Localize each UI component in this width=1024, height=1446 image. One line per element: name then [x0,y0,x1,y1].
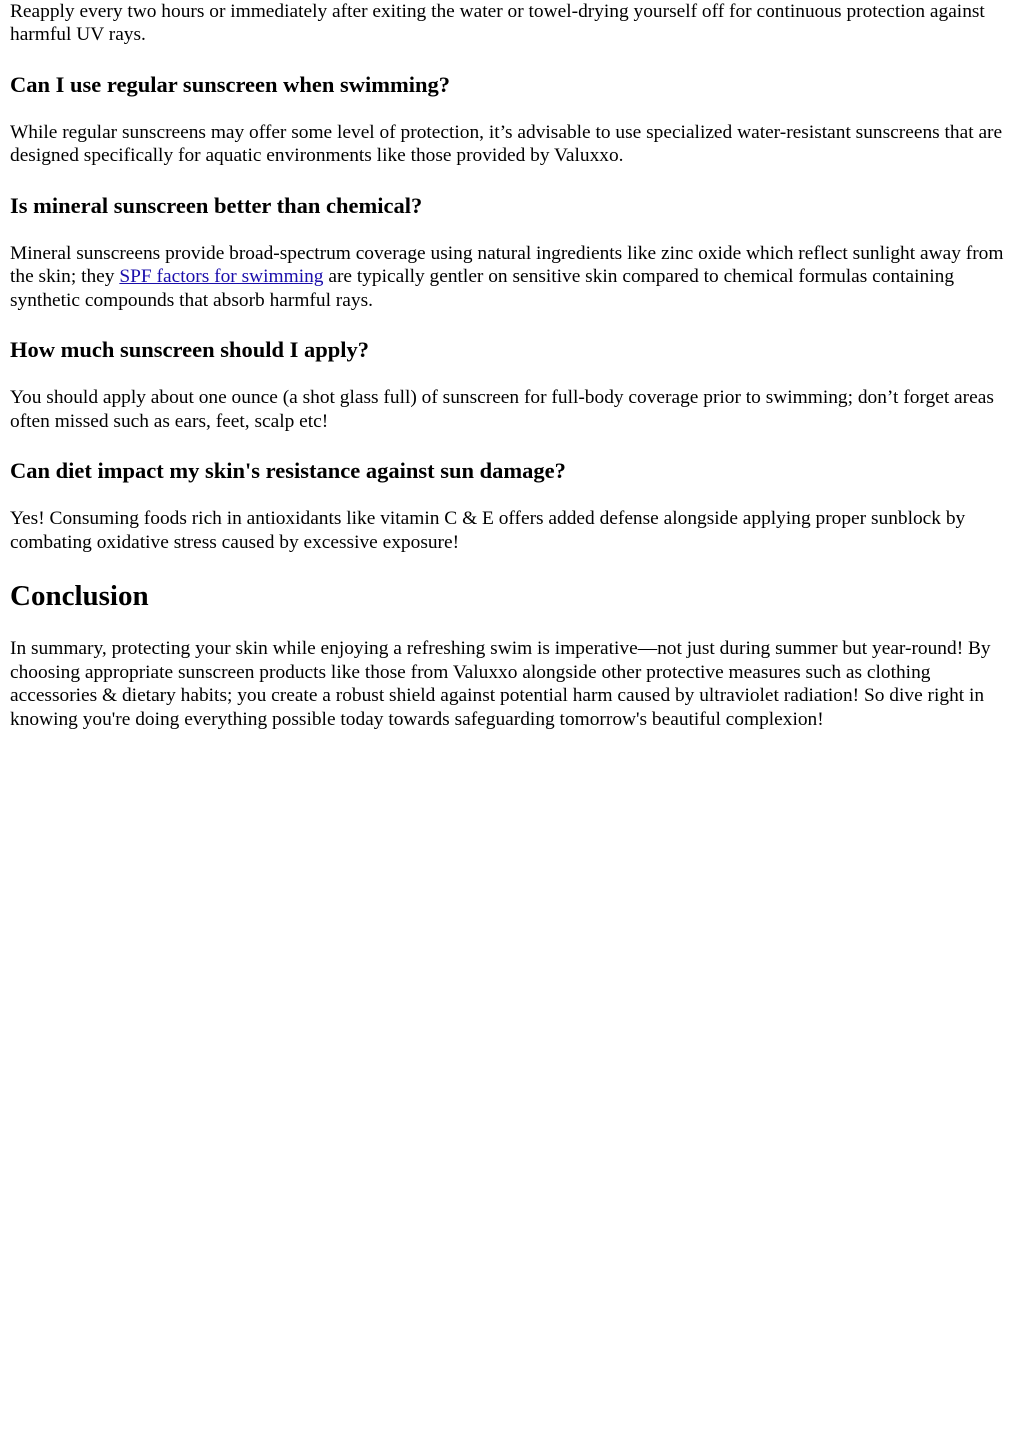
conclusion-heading: Conclusion [10,580,149,612]
faq-answer [10,242,1014,313]
faq-question: Can I use regular sunscreen when swimming? [10,71,451,97]
faq-item [10,458,1014,554]
faq-question: Is mineral sunscreen better than chemical? [10,192,423,218]
faq-question: How much sunscreen should I apply? [10,337,370,362]
faq-answer-text: Mineral sunscreens provide broad-spectrum coverage using natural ingredients like zinc oxide which reflect sunlight away from the skin; they [10,242,1004,287]
faq-answer-text: are typically gentler on sensitive skin compared to chemical formulas containing synthetic compounds that absorb harmful rays. [10,266,955,311]
intro-paragraph: Reapply every two hours or immediately after exiting the water or towel-drying yourself off for continuous protection against harmful UV rays. [10,0,985,45]
faq-item [10,337,1014,433]
faq-item [10,193,1014,313]
faq-answer: You should apply about one ounce (a shot glass full) of sunscreen for full-body coverage prior to swimming; don’t forget areas often missed such as ears, feet, scalp etc! [10,387,994,432]
faq-question: Can diet impact my skin's resistance against sun damage? [10,458,566,483]
conclusion-paragraph: In summary, protecting your skin while enjoying a refreshing swim is imperative—not just during summer but year-round! By choosing appropriate sunscreen products like those from Valuxxo alongside other protective measures such as clothing accessories & dietary habits; you create a robust shield against potential harm caused by ultraviolet radiation! So dive right in knowing you're doing everything possible today towards safeguarding tomorrow's beautiful complexion! [10,638,991,730]
faq-answer: Yes! Consuming foods rich in antioxidants like vitamin C & E offers added defense alongside applying proper sunblock by combating oxidative stress caused by excessive exposure! [10,508,966,553]
faq-item [10,72,1014,168]
spf-factors-link[interactable]: SPF factors for swimming [119,266,324,287]
faq-answer: While regular sunscreens may offer some level of protection, it’s advisable to use specialized water-resistant sunscreens that are designed specifically for aquatic environments like those provided by Valuxxo. [10,121,1003,166]
conclusion-section [10,580,1014,731]
